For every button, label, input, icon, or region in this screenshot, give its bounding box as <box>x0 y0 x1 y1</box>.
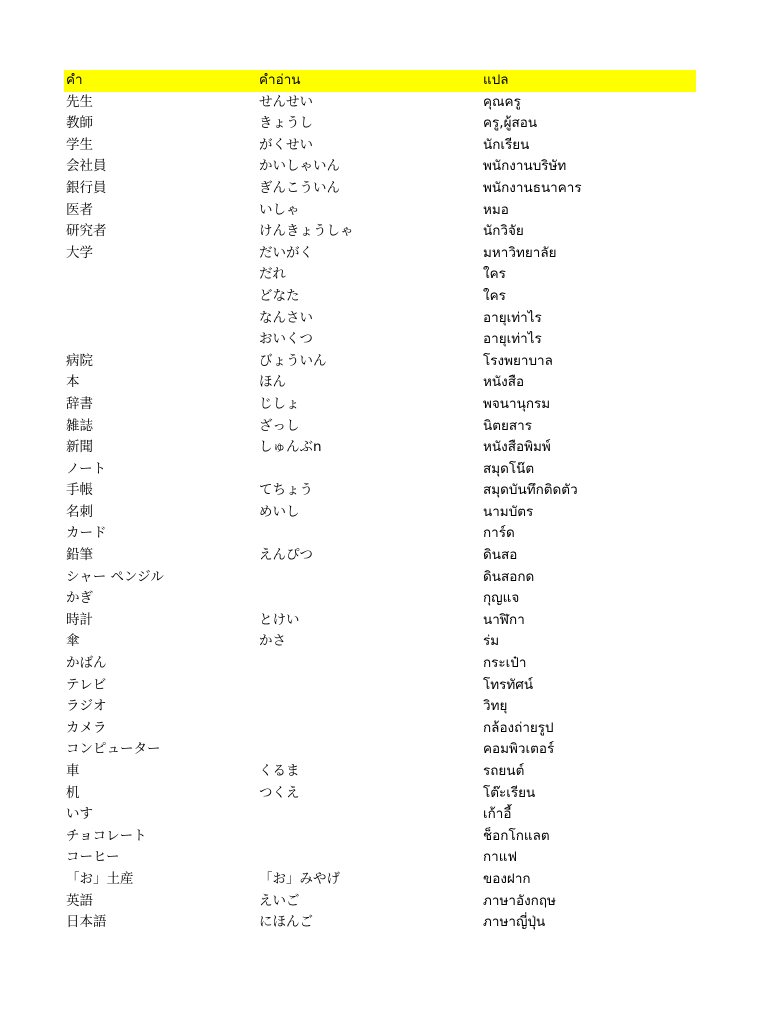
meaning-cell: พนักงานบริษัท <box>483 158 567 175</box>
table-row <box>64 783 696 805</box>
table-row <box>64 523 696 545</box>
reading-cell: てちょう <box>259 482 313 499</box>
table-row <box>64 675 696 697</box>
meaning-cell: สมุดโน๊ต <box>483 460 535 477</box>
reading-cell <box>259 739 483 761</box>
table-row <box>64 631 696 653</box>
reading-cell: めいし <box>259 503 300 520</box>
table-row <box>64 351 696 373</box>
meaning-cell: อายุเท่าไร <box>483 309 542 326</box>
meaning-cell: ดินสอกด <box>483 568 535 585</box>
reading-cell: かさ <box>259 633 286 650</box>
reading-cell: とけい <box>259 611 300 628</box>
meaning-cell: สมุดบันทึกติดตัว <box>483 482 578 499</box>
table-row <box>64 459 696 481</box>
word-cell: 名刺 <box>66 503 93 520</box>
word-cell: 会社員 <box>66 158 107 175</box>
meaning-cell: นักเรียน <box>483 136 530 153</box>
word-cell: カメラ <box>66 719 107 736</box>
table-row <box>64 718 696 740</box>
table-row <box>64 588 696 610</box>
reading-cell <box>259 567 483 589</box>
meaning-cell: โทรทัศน์ <box>483 676 534 693</box>
table-row <box>64 545 696 567</box>
word-cell: 銀行員 <box>66 179 107 196</box>
word-cell: シャー ペンジル <box>66 568 164 585</box>
table-row <box>64 891 696 913</box>
meaning-cell: ภาษาอังกฤษ <box>483 892 556 909</box>
reading-cell: けんきょうしゃ <box>259 223 354 240</box>
table-row <box>64 264 696 286</box>
word-cell: 「お」土産 <box>66 870 134 887</box>
header-word: คำ <box>66 72 83 88</box>
word-cell: カード <box>66 525 107 542</box>
reading-cell: どなた <box>259 287 300 304</box>
meaning-cell: พจนานุกรม <box>483 395 551 412</box>
meaning-cell: นิตยสาร <box>483 417 532 434</box>
table-row <box>64 610 696 632</box>
meaning-cell: คุณครู <box>483 93 521 110</box>
reading-cell: おいくつ <box>259 331 313 348</box>
table-row <box>64 696 696 718</box>
meaning-cell: นามบัตร <box>483 503 534 520</box>
meaning-cell: หมอ <box>483 201 509 218</box>
header-reading: คำอ่าน <box>259 72 301 88</box>
word-cell <box>64 264 259 286</box>
reading-cell: ざっし <box>259 417 300 434</box>
table-row <box>64 804 696 826</box>
reading-cell <box>259 675 483 697</box>
reading-cell: せんせい <box>259 93 313 110</box>
table-row <box>64 178 696 200</box>
meaning-cell: อายุเท่าไร <box>483 331 542 348</box>
word-cell: チョコレート <box>66 827 147 844</box>
reading-cell: がくせい <box>259 136 313 153</box>
word-cell: コンピューター <box>66 741 161 758</box>
meaning-cell: กระเป๋า <box>483 655 527 672</box>
reading-cell: くるま <box>259 763 300 779</box>
word-cell: 英語 <box>66 892 93 909</box>
word-cell: 研究者 <box>66 223 107 240</box>
table-row <box>64 480 696 502</box>
table-row <box>64 286 696 308</box>
reading-cell: えいご <box>259 892 300 909</box>
meaning-cell: ครู,ผู้สอน <box>483 115 538 132</box>
word-cell: ラジオ <box>66 698 107 715</box>
meaning-cell: พนักงานธนาคาร <box>483 179 582 196</box>
table-row <box>64 372 696 394</box>
reading-cell <box>259 696 483 718</box>
word-cell: 大学 <box>66 244 93 261</box>
meaning-cell: หนังสือ <box>483 374 525 391</box>
word-cell: 新聞 <box>66 439 93 456</box>
table-row <box>64 847 696 869</box>
meaning-cell: กาแฟ <box>483 849 518 866</box>
meaning-cell: ของฝาก <box>483 870 531 887</box>
table-row <box>64 739 696 761</box>
meaning-cell: มหาวิทยาลัย <box>483 244 557 261</box>
reading-cell <box>259 826 483 848</box>
table-row <box>64 329 696 351</box>
reading-cell: じしょ <box>259 395 300 412</box>
table-row <box>64 761 696 783</box>
table-row <box>64 567 696 589</box>
reading-cell: ほん <box>259 374 286 391</box>
meaning-cell: คอมพิวเตอร์ <box>483 741 555 758</box>
header-row <box>64 70 696 92</box>
word-cell: コーヒー <box>66 849 120 866</box>
reading-cell: にほんご <box>259 914 313 931</box>
table-row <box>64 308 696 330</box>
reading-cell: つくえ <box>259 784 300 801</box>
meaning-cell: ใคร <box>483 287 506 304</box>
reading-cell <box>259 523 483 545</box>
reading-cell: ぎんこういん <box>259 179 340 196</box>
reading-cell: えんぴつ <box>259 547 313 564</box>
word-cell: 時計 <box>66 611 93 628</box>
table-row <box>64 502 696 524</box>
word-cell: 鉛筆 <box>66 547 93 564</box>
meaning-cell: วิทยุ <box>483 698 508 715</box>
word-cell: 先生 <box>66 93 93 110</box>
table-row <box>64 416 696 438</box>
word-cell: ノート <box>66 460 107 477</box>
word-cell: 日本語 <box>66 914 107 931</box>
word-cell: いす <box>66 806 93 823</box>
table-row <box>64 826 696 848</box>
reading-cell <box>259 653 483 675</box>
table-row <box>64 135 696 157</box>
word-cell: 辞書 <box>66 395 93 412</box>
word-cell: かばん <box>66 655 107 672</box>
table-row <box>64 113 696 135</box>
reading-cell <box>259 459 483 481</box>
meaning-cell: การ์ด <box>483 525 515 542</box>
meaning-cell: นักวิจัย <box>483 223 524 240</box>
meaning-cell: โรงพยาบาล <box>483 352 553 369</box>
meaning-cell: ภาษาญี่ปุ่น <box>483 914 546 931</box>
reading-cell <box>259 804 483 826</box>
table-row <box>64 437 696 459</box>
meaning-cell: โต๊ะเรียน <box>483 784 536 801</box>
table-row <box>64 243 696 265</box>
table-row <box>64 221 696 243</box>
word-cell: 机 <box>66 784 80 801</box>
word-cell <box>64 286 259 308</box>
table-row <box>64 92 696 114</box>
reading-cell: なんさい <box>259 309 313 326</box>
word-cell: 雑誌 <box>66 417 93 434</box>
reading-cell: 「お」みやげ <box>259 870 340 887</box>
word-cell: 傘 <box>66 633 80 650</box>
word-cell: 学生 <box>66 136 93 153</box>
word-cell <box>64 329 259 351</box>
word-cell: 車 <box>66 763 80 779</box>
vocabulary-table <box>64 70 696 934</box>
table-row <box>64 653 696 675</box>
meaning-cell: กุญแจ <box>483 590 520 607</box>
word-cell: かぎ <box>66 590 93 607</box>
word-cell: 医者 <box>66 201 93 218</box>
meaning-cell: ร่ม <box>483 633 500 650</box>
meaning-cell: ช็อกโกแลต <box>483 827 550 844</box>
table-row <box>64 394 696 416</box>
word-cell: テレビ <box>66 676 107 693</box>
reading-cell <box>259 847 483 869</box>
reading-cell <box>259 718 483 740</box>
meaning-cell: เก้าอี้ <box>483 806 512 823</box>
meaning-cell: นาฬิกา <box>483 611 525 628</box>
word-cell: 本 <box>66 374 80 391</box>
table-row <box>64 156 696 178</box>
word-cell: 教師 <box>66 115 93 132</box>
reading-cell: だいがく <box>259 244 313 261</box>
reading-cell: だれ <box>259 266 286 283</box>
reading-cell <box>259 588 483 610</box>
meaning-cell: หนังสือพิมพ์ <box>483 439 551 456</box>
meaning-cell: รถยนต์ <box>483 763 525 779</box>
meaning-cell: ดินสอ <box>483 547 518 564</box>
reading-cell: きょうし <box>259 115 313 132</box>
word-cell: 病院 <box>66 352 93 369</box>
header-meaning: แปล <box>483 72 509 88</box>
table-row <box>64 200 696 222</box>
table-body <box>64 92 696 934</box>
meaning-cell: กล้องถ่ายรูป <box>483 719 554 736</box>
word-cell: 手帳 <box>66 482 93 499</box>
reading-cell: しゅんぶn <box>259 439 322 456</box>
reading-cell: かいしゃいん <box>259 158 340 175</box>
word-cell <box>64 308 259 330</box>
table-row <box>64 869 696 891</box>
table-row <box>64 912 696 934</box>
meaning-cell: ใคร <box>483 266 506 283</box>
reading-cell: びょういん <box>259 352 327 369</box>
reading-cell: いしゃ <box>259 201 300 218</box>
